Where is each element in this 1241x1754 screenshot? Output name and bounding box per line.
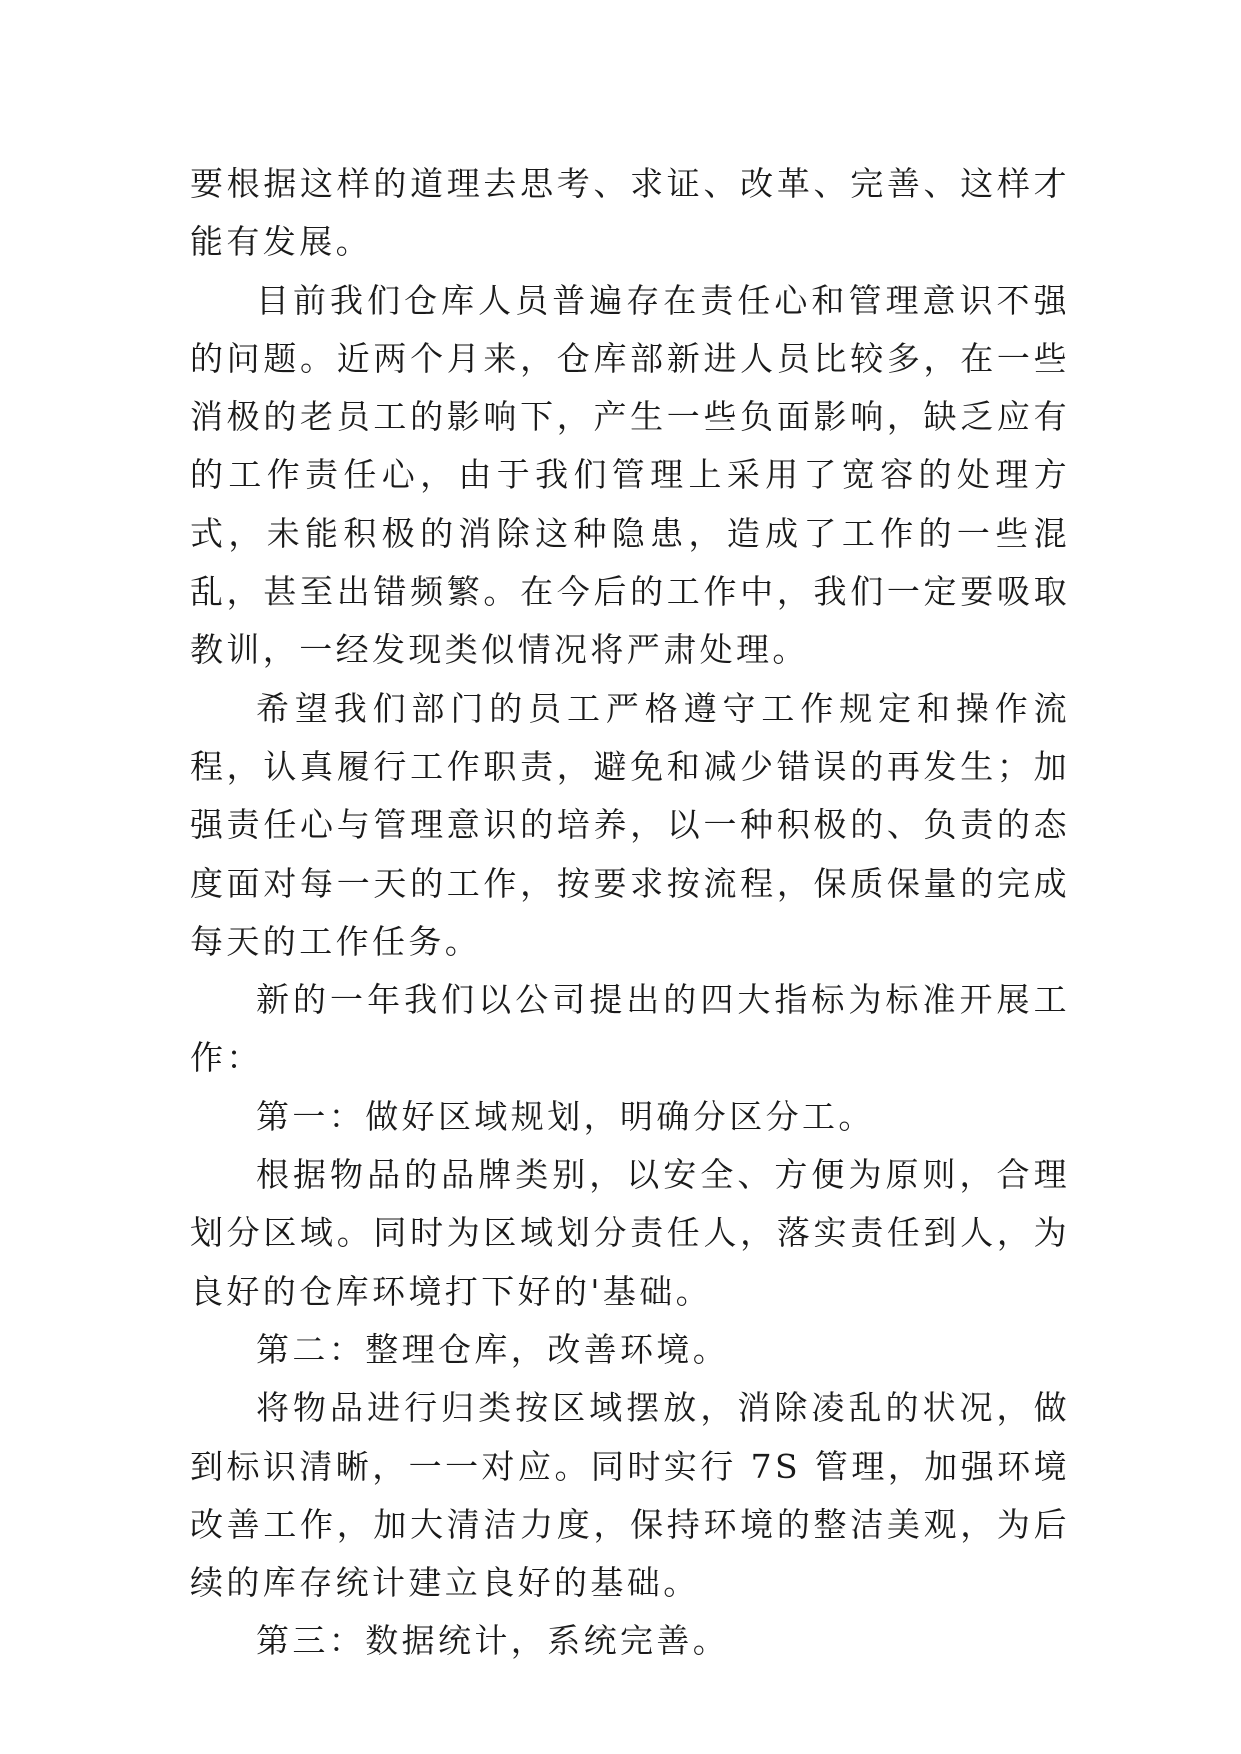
paragraph: 目前我们仓库人员普遍存在责任心和管理意识不强的问题。近两个月来，仓库部新进人员比较多，在一些消极的老员工的影响下，产生一些负面影响，缺乏应有的工作责任心，由于我们管理上采用了宽容的处理方式，未能积极的消除这种隐患，造成了工作的一些混乱，甚至出错频繁。在今后的工作中，我们一定要吸取教训，一经发现类似情况将严肃处理。 — [190, 280, 1070, 670]
paragraph: 根据物品的品牌类别，以安全、方便为原则，合理划分区域。同时为区域划分责任人，落实责任到人，为良好的仓库环境打下好的'基础。 — [190, 1155, 1070, 1311]
paragraph: 第二：整理仓库，改善环境。 — [256, 1329, 730, 1369]
paragraph: 希望我们部门的员工严格遵守工作规定和操作流程，认真履行工作职责，避免和减少错误的再发生；加强责任心与管理意识的培养，以一种积极的、负责的态度面对每一天的工作，按要求按流程，保质保量的完成每天的工作任务。 — [190, 688, 1070, 961]
paragraph: 将物品进行归类按区域摆放，消除凌乱的状况，做到标识清晰，一一对应。同时实行 7S 管理，加强环境改善工作，加大清洁力度，保持环境的整洁美观，为后续的库存统计建立良好的基础。 — [190, 1388, 1070, 1603]
paragraph: 第三：数据统计，系统完善。 — [256, 1621, 730, 1661]
paragraph: 要根据这样的道理去思考、求证、改革、完善、这样才能有发展。 — [190, 164, 1070, 262]
paragraph: 新的一年我们以公司提出的四大指标为标准开展工作： — [190, 980, 1070, 1078]
document-body — [190, 155, 1070, 1671]
paragraph: 第一：做好区域规划，明确分区分工。 — [256, 1096, 875, 1136]
